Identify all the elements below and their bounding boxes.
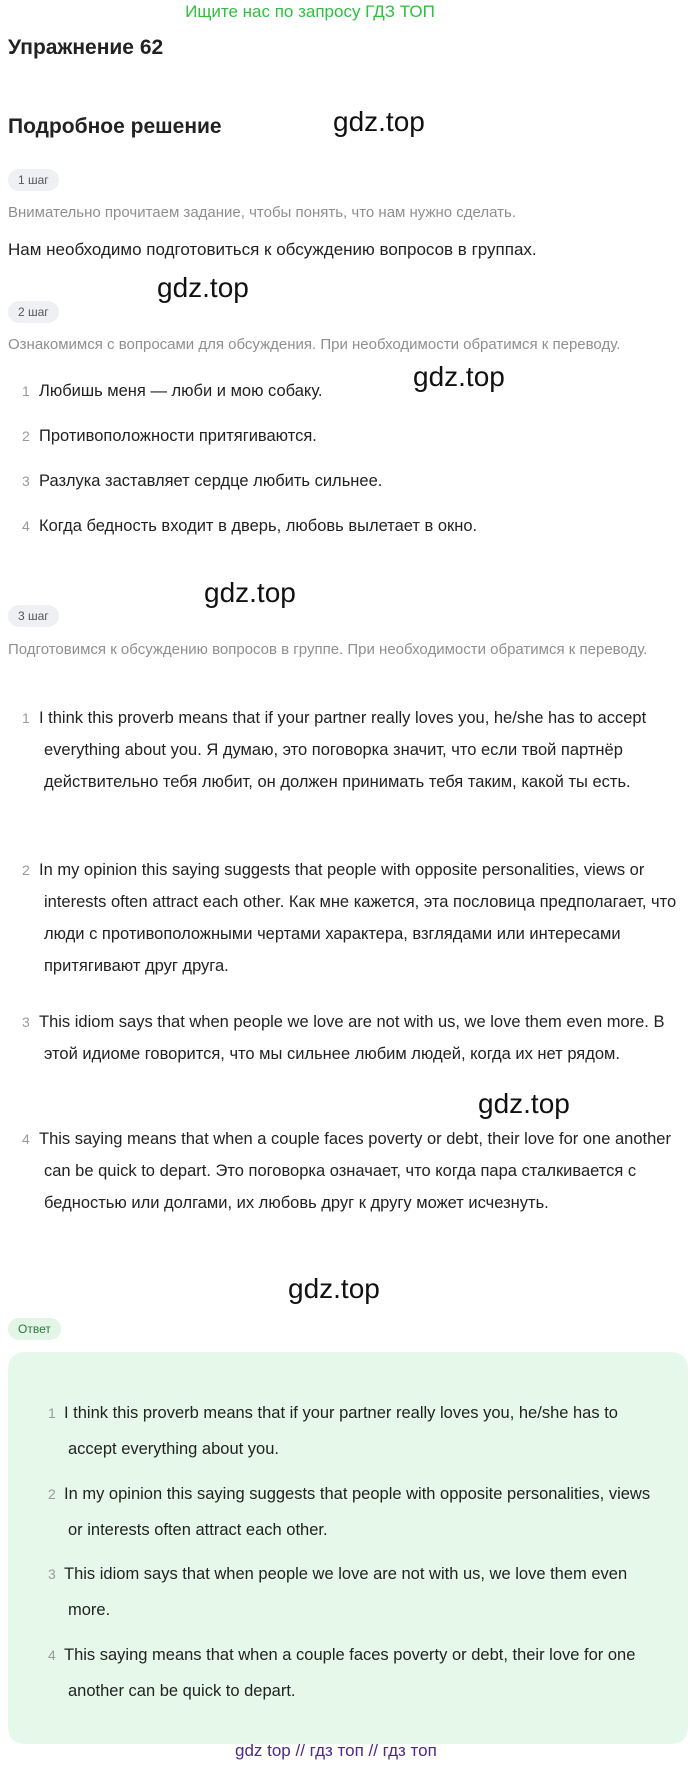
list-item-text: This idiom says that when people we love are not with us, we love them even more. В этой идиоме говорится, что мы сильнее любим людей, когда их нет рядом. — [39, 1013, 665, 1063]
list-number: 3 — [22, 473, 30, 489]
answer-badge: Ответ — [8, 1318, 61, 1340]
footer-links[interactable]: gdz top // гдз топ // гдз топ — [235, 1741, 437, 1760]
step-badge: 2 шаг — [8, 301, 59, 323]
list-item-text: Любишь меня — люби и мою собаку. — [39, 382, 323, 400]
list-item-text: Когда бедность входит в дверь, любовь вылетает в окно. — [39, 517, 478, 535]
list-item — [22, 472, 382, 491]
step-text: Нам необходимо подготовиться к обсуждению вопросов в группах. — [8, 240, 537, 259]
answer-item-text: In my opinion this saying suggests that people with opposite personalities, views or interests often attract each other. — [64, 1485, 651, 1539]
step-badge: 1 шаг — [8, 169, 59, 191]
answer-item-text: This saying means that when a couple faces poverty or debt, their love for one another can be quick to depart. — [64, 1646, 636, 1700]
list-number: 2 — [22, 862, 30, 878]
list-item — [22, 427, 317, 446]
exercise-title: Упражнение 62 — [8, 36, 164, 59]
list-item — [22, 517, 477, 536]
list-item — [22, 854, 692, 982]
search-banner[interactable]: Ищите нас по запросу ГДЗ ТОП — [185, 2, 435, 21]
step-hint: Внимательно прочитаем задание, чтобы понять, что нам нужно сделать. — [8, 204, 517, 221]
answer-item-text: I think this proverb means that if your partner really loves you, he/she has to accept everything about you. — [64, 1404, 618, 1458]
list-item-text: I think this proverb means that if your partner really loves you, he/she has to accept everything about you. Я думаю, это поговорка значит, что если твой партнёр действительно тебя любит, он должен принимать тебя таким, какой ты есть. — [39, 709, 647, 791]
list-number: 4 — [22, 1131, 30, 1147]
list-number: 4 — [22, 518, 30, 534]
answer-item — [48, 1637, 668, 1709]
list-number: 3 — [22, 1014, 30, 1030]
list-item — [22, 1006, 692, 1070]
answer-item — [48, 1556, 668, 1628]
list-item — [22, 382, 323, 401]
watermark: gdz.top — [333, 106, 425, 137]
list-item — [22, 702, 692, 798]
list-item-text: Разлука заставляет сердце любить сильнее. — [39, 472, 383, 490]
step-hint: Ознакомимся с вопросами для обсуждения. При необходимости обратимся к переводу. — [8, 336, 621, 353]
watermark: gdz.top — [204, 577, 296, 608]
list-item — [22, 1123, 692, 1219]
list-number: 2 — [22, 428, 30, 444]
list-item-text: In my opinion this saying suggests that people with opposite personalities, views or interests often attract each other. Как мне кажется, эта пословица предполагает, что люди с противоположными чертами характера, взглядами или интересами притягивают друг друга. — [39, 861, 677, 975]
section-title: Подробное решение — [8, 115, 222, 138]
watermark: gdz.top — [288, 1273, 380, 1304]
watermark: gdz.top — [478, 1088, 570, 1119]
list-item-text: This saying means that when a couple faces poverty or debt, their love for one another can be quick to depart. Это поговорка означает, что когда пара сталкивается с бедностью или долгами, их любовь друг к другу может исчезнуть. — [39, 1130, 671, 1212]
step-hint: Подготовимся к обсуждению вопросов в группе. При необходимости обратимся к переводу. — [8, 641, 648, 658]
answer-item-text: This idiom says that when people we love are not with us, we love them even more. — [64, 1565, 628, 1619]
list-number: 1 — [22, 383, 30, 399]
answer-item — [48, 1476, 668, 1548]
step-badge: 3 шаг — [8, 605, 59, 627]
answer-item — [48, 1395, 668, 1467]
list-item-text: Противоположности притягиваются. — [39, 427, 317, 445]
list-number: 4 — [48, 1647, 56, 1663]
list-number: 3 — [48, 1566, 56, 1582]
list-number: 1 — [48, 1405, 56, 1421]
watermark: gdz.top — [413, 361, 505, 392]
list-number: 1 — [22, 710, 30, 726]
watermark: gdz.top — [157, 272, 249, 303]
list-number: 2 — [48, 1486, 56, 1502]
